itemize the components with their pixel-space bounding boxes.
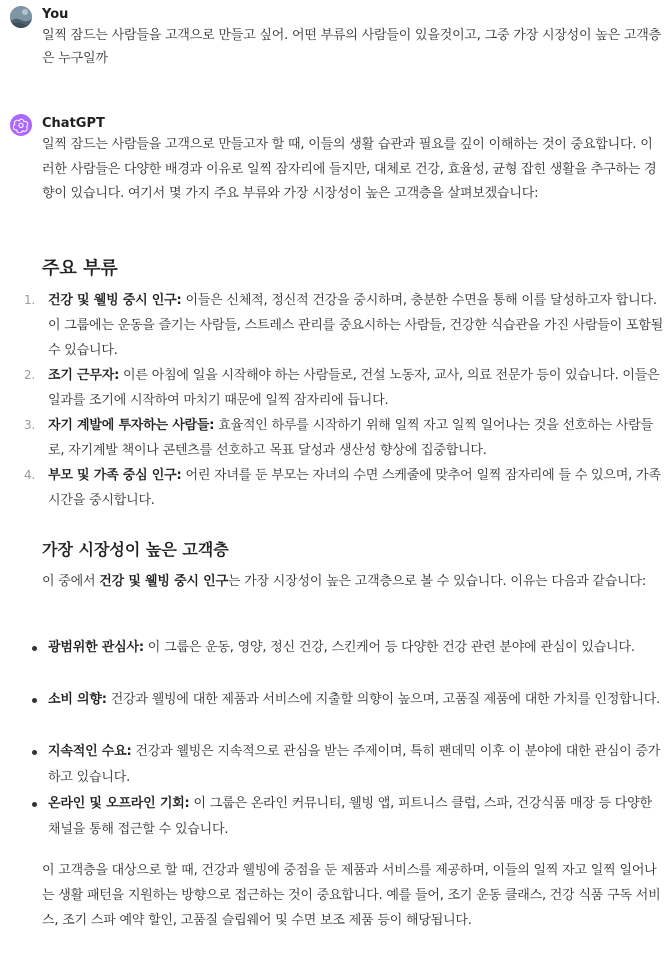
reason-title: 광범위한 관심사:: [48, 640, 144, 655]
reason-title: 지속적인 수요:: [48, 744, 132, 759]
category-item: [22, 363, 664, 413]
reason-desc: 건강과 웰빙은 지속적으로 관심을 받는 주제이며, 특히 팬데믹 이후 이 분야에 대한 관심이 증가하고 있습니다.: [48, 744, 661, 785]
category-item: [22, 463, 664, 513]
category-number: 3.: [24, 418, 36, 432]
section-title-categories: 주요 부류: [42, 258, 118, 279]
reason-title: 온라인 및 오프라인 기회:: [48, 796, 190, 811]
category-number: 1.: [24, 293, 36, 307]
bullet-icon: [32, 802, 37, 807]
bullet-icon: [32, 750, 37, 755]
reason-item: [30, 739, 664, 791]
user-author-name: You: [42, 7, 69, 22]
reason-title: 소비 의향:: [48, 692, 107, 707]
category-item: [22, 413, 664, 463]
section-title-market: 가장 시장성이 높은 고객층: [42, 540, 229, 559]
assistant-author-name: ChatGPT: [42, 116, 105, 131]
category-title: 부모 및 가족 중심 인구:: [48, 468, 182, 483]
category-desc: 이들은 신체적, 정신적 건강을 중시하며, 충분한 수면을 통해 이를 달성하고자 합니다. 이 그룹에는 운동을 즐기는 사람들, 스트레스 관리를 중요시하는 사람들, 건강한 식습관을 가진 사람들이 포함될 수 있습니다.: [48, 293, 664, 358]
conclusion-text: 이 고객층을 대상으로 할 때, 건강과 웰빙에 중점을 둔 제품과 서비스를 제공하며, 이들의 일찍 자고 일찍 일어나는 생활 패턴을 지원하는 방향으로 접근하는 것이 중요합니다. 예를 들어, 조기 운동 클래스, 건강 식품 구독 서비스, 조기 스파 예약 할인, 고품질 슬립웨어 및 수면 보조 제품 등이 해당됩니다.: [42, 863, 661, 928]
categories-list: [22, 288, 664, 513]
category-number: 2.: [24, 368, 36, 382]
category-item: [22, 288, 664, 363]
reason-desc: 이 그룹은 운동, 영양, 정신 건강, 스킨케어 등 다양한 건강 관련 분야에 관심이 있습니다.: [143, 640, 635, 655]
bullet-icon: [32, 646, 37, 651]
reason-item: [30, 791, 664, 843]
market-intro-text: [42, 569, 662, 594]
chatgpt-avatar: [10, 114, 32, 136]
category-desc: 효율적인 하루를 시작하기 위해 일찍 자고 일찍 일어나는 것을 선호하는 사람들로, 자기계발 책이나 콘텐츠를 선호하고 목표 달성과 생산성 향상에 집중합니다.: [48, 418, 653, 458]
category-desc: 이른 아침에 일을 시작해야 하는 사람들로, 건설 노동자, 교사, 의료 전문가 등이 있습니다. 이들은 일과를 조기에 시작하여 마치기 때문에 일찍 잠자리에 듭니다.: [48, 368, 660, 408]
category-title: 자기 계발에 투자하는 사람들:: [48, 418, 215, 433]
reasons-list: [30, 635, 664, 843]
bullet-icon: [32, 698, 37, 703]
reason-item: [30, 687, 664, 739]
market-intro-suffix: 는 가장 시장성이 높은 고객층으로 볼 수 있습니다. 이유는 다음과 같습니다:: [227, 574, 647, 589]
reason-desc: 이 그룹은 온라인 커뮤니티, 웰빙 앱, 피트니스 클럽, 스파, 건강식품 매장 등 다양한 채널을 통해 접근할 수 있습니다.: [48, 796, 652, 837]
market-intro-highlight: 건강 및 웰빙 중시 인구: [99, 574, 228, 589]
openai-logo-icon: [13, 117, 29, 133]
user-message-text: 일찍 잠드는 사람들을 고객으로 만들고 싶어. 어떤 부류의 사람들이 있을것이고, 그중 가장 시장성이 높은 고객층은 누구일까: [42, 28, 662, 66]
category-number: 4.: [24, 468, 36, 482]
category-desc: 어린 자녀를 둔 부모는 자녀의 수면 스케줄에 맞추어 일찍 잠자리에 들 수 있으며, 가족 시간을 중시합니다.: [48, 468, 661, 508]
category-title: 건강 및 웰빙 중시 인구:: [48, 293, 182, 308]
market-intro-prefix: 이 중에서: [42, 574, 100, 589]
reason-desc: 건강과 웰빙에 대한 제품과 서비스에 지출할 의향이 높으며, 고품질 제품에 대한 가치를 인정합니다.: [106, 692, 661, 707]
assistant-intro-text: 일찍 잠드는 사람들을 고객으로 만들고자 할 때, 이들의 생활 습관과 필요를 깊이 이해하는 것이 중요합니다. 이러한 사람들은 다양한 배경과 이유로 일찍 잠자리에 들지만, 대체로 건강, 효율성, 균형 잡힌 생활을 추구하는 경향이 있습니다. 여기서 몇 가지 주요 부류와 가장 시장성이 높은 고객층을 살펴보겠습니다:: [42, 137, 657, 201]
category-title: 조기 근무자:: [48, 368, 120, 383]
reason-item: [30, 635, 664, 687]
